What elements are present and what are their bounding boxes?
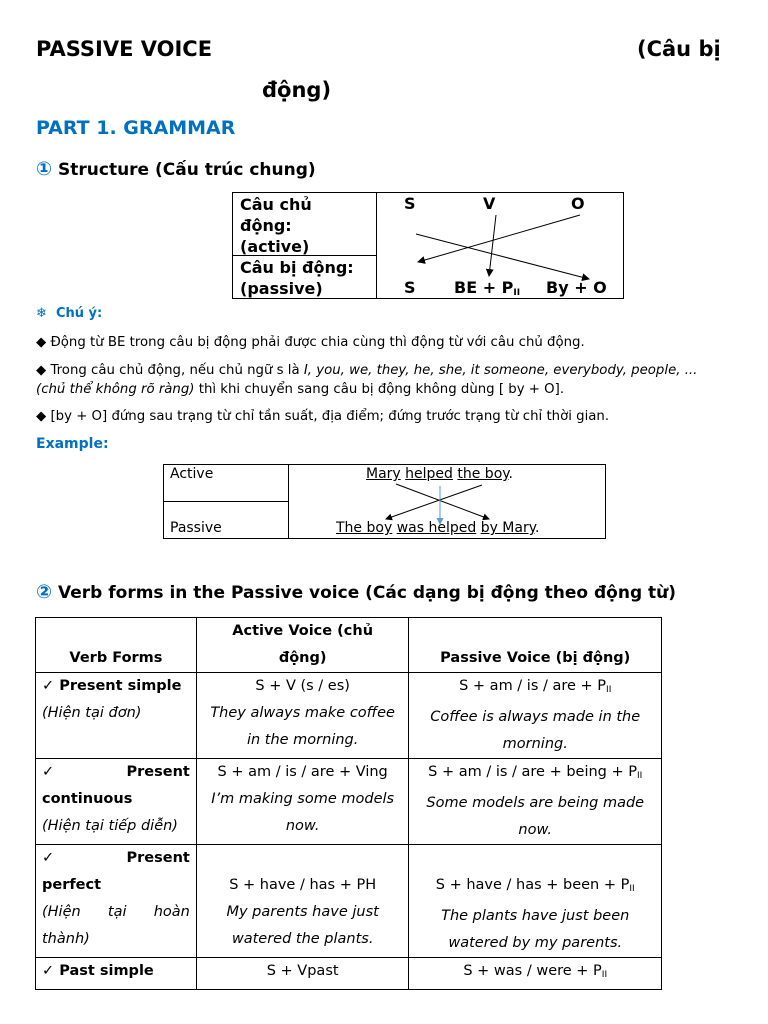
example-passive-label: Passive — [170, 520, 222, 536]
page-title: PASSIVE VOICE — [36, 37, 213, 61]
header-active-voice: Active Voice (chủ động) — [196, 618, 409, 673]
active-subject: S — [404, 194, 416, 213]
verb-form-cell: ✓ Present perfect (Hiện tại hoàn thành) — [36, 845, 197, 958]
diamond-bullet-icon: ◆ — [36, 409, 47, 424]
check-icon: ✓ — [42, 764, 55, 780]
circled-one-icon: ① — [36, 158, 53, 180]
verb-form-cell: ✓ Present continuous (Hiện tại tiếp diễn) — [36, 759, 197, 845]
section-title: Structure (Cấu trúc chung) — [58, 160, 316, 180]
structure-arrows — [233, 193, 625, 300]
diamond-bullet-icon: ◆ — [36, 335, 47, 350]
active-voice-cell: S + have / has + PH My parents have just watered the plants. — [196, 845, 409, 958]
section-heading-structure — [36, 158, 316, 180]
part-heading: PART 1. GRAMMAR — [36, 117, 236, 139]
section-title: Verb forms in the Passive voice (Các dạng bị động theo động từ) — [58, 583, 677, 603]
page-title-vietnamese-part1: (Câu bị — [637, 37, 721, 61]
active-verb: V — [483, 194, 496, 213]
table-row — [36, 759, 662, 845]
example-active-sentence: Mary helped the boy. — [366, 466, 513, 482]
passive-voice-cell: S + am / is / are + being + $P_{II}$ Some models are being made now. — [409, 759, 662, 845]
section-heading-verb-forms — [36, 581, 676, 603]
snowflake-icon: ❄ — [36, 306, 47, 321]
passive-label: Câu bị động: (passive) — [240, 258, 354, 298]
passive-voice-cell: S + was / were + $P_{II}$ — [409, 958, 662, 990]
example-table — [163, 464, 606, 539]
header-passive-voice: Passive Voice (bị động) — [409, 618, 662, 673]
example-passive-sentence: The boy was helped by Mary. — [336, 520, 540, 536]
circled-two-icon: ② — [36, 581, 53, 603]
table-row — [36, 845, 662, 958]
verb-form-cell: ✓ Past simple — [36, 958, 197, 990]
note-bullet-2: ◆ Trong câu chủ động, nếu chủ ngữ s là I, you, we, they, he, she, it someone, everybody, people, ... (chủ thể không rõ ràng) thì khi chuyển sang câu bị động không dùng [ by + O]. — [36, 363, 698, 397]
check-icon: ✓ — [42, 850, 55, 866]
check-icon: ✓ — [42, 963, 55, 979]
example-arrows — [164, 465, 607, 540]
active-voice-cell: S + V (s / es) They always make coffee in the morning. — [196, 673, 409, 759]
header-verb-forms: Verb Forms — [36, 618, 197, 673]
table-row — [36, 958, 662, 990]
active-voice-cell: S + am / is / are + Ving I’m making some models now. — [196, 759, 409, 845]
active-label: Câu chủ động: (active) — [240, 195, 312, 256]
active-object: O — [571, 194, 585, 213]
table-header-row — [36, 618, 662, 673]
passive-voice-cell: S + have / has + been + $P_{II}$ The plants have just been watered by my parents. — [409, 845, 662, 958]
example-active-label: Active — [170, 466, 214, 482]
structure-table — [232, 192, 624, 299]
diamond-bullet-icon: ◆ — [36, 363, 47, 378]
table-row — [36, 673, 662, 759]
page-title-vietnamese-part2: động) — [262, 78, 332, 102]
verb-forms-table — [35, 617, 662, 990]
example-heading: Example: — [36, 436, 109, 452]
verb-form-cell: ✓ Present simple (Hiện tại đơn) — [36, 673, 197, 759]
passive-be-participle: BE + $P_{II}$ — [454, 278, 521, 298]
note-bullet-1: ◆ Động từ BE trong câu bị động phải được chia cùng thì động từ với câu chủ động. — [36, 335, 585, 350]
note-bullet-3: ◆ [by + O] đứng sau trạng từ chỉ tần suất, địa điểm; đứng trước trạng từ chỉ thời gian. — [36, 409, 610, 424]
check-icon: ✓ — [42, 678, 55, 694]
active-voice-cell: S + Vpast — [196, 958, 409, 990]
passive-voice-cell: S + am / is / are + $P_{II}$ Coffee is always made in the morning. — [409, 673, 662, 759]
passive-by-object: By + O — [546, 278, 607, 297]
note-heading: ❄ Chú ý: — [36, 306, 103, 321]
passive-subject: S — [404, 278, 416, 297]
